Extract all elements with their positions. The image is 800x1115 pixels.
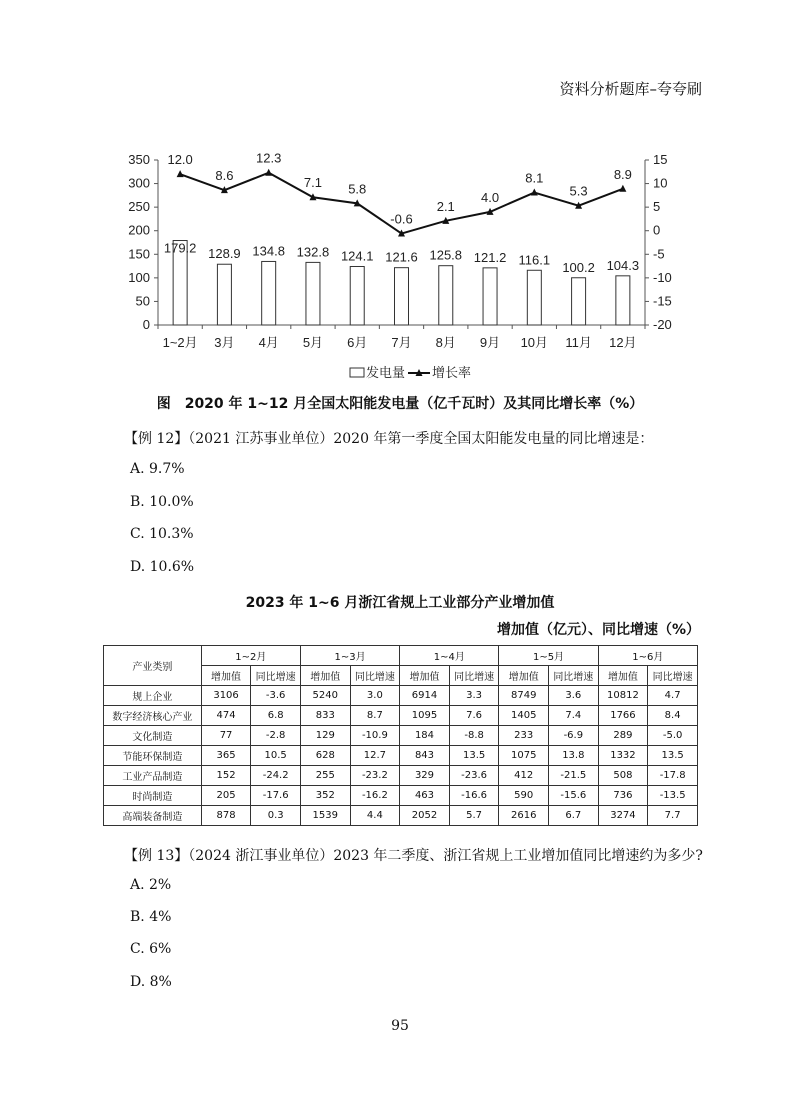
growth-cell: 3.3: [449, 686, 499, 706]
growth-cell: -16.2: [350, 786, 400, 806]
value-cell: 628: [300, 746, 350, 766]
line-data-label: 5.3: [569, 183, 588, 199]
value-cell: 329: [400, 766, 450, 786]
x-axis-tick-label: 1~2月: [162, 335, 198, 350]
bar: [262, 261, 276, 325]
growth-cell: -21.5: [549, 766, 599, 786]
x-axis-tick-label: 8月: [435, 335, 456, 350]
table-header-row: [104, 646, 698, 666]
growth-cell: -10.9: [350, 726, 400, 746]
right-axis-tick-label: 0: [653, 222, 661, 238]
question-12-stem: 【例 12】（2021 江苏事业单位）2020 年第一季度全国太阳能发电量的同比增速是：: [124, 431, 654, 447]
row-label: 时尚制造: [104, 786, 202, 806]
growth-cell: 3.0: [350, 686, 400, 706]
value-cell: 412: [499, 766, 549, 786]
bar: [439, 266, 453, 325]
question-13-option-a: A. 2%: [130, 877, 172, 893]
growth-cell: 7.7: [648, 806, 698, 826]
bar-data-label: 121.2: [473, 249, 507, 265]
growth-cell: 6.7: [549, 806, 599, 826]
value-cell: 508: [598, 766, 648, 786]
value-cell: 833: [300, 706, 350, 726]
row-label: 文化制造: [104, 726, 202, 746]
growth-cell: 4.7: [648, 686, 698, 706]
question-12-option-c: C. 10.3%: [130, 526, 194, 542]
value-cell: 5240: [300, 686, 350, 706]
sub-header-growth: 同比增速: [251, 666, 301, 686]
line-point: [531, 189, 538, 196]
growth-cell: -15.6: [549, 786, 599, 806]
sub-header-value: 增加值: [201, 666, 251, 686]
growth-cell: 7.6: [449, 706, 499, 726]
line-point: [177, 170, 184, 177]
line-point: [265, 169, 272, 176]
growth-cell: -24.2: [251, 766, 301, 786]
left-axis-tick-label: 50: [135, 293, 150, 309]
table-row: [104, 726, 698, 746]
value-cell: 843: [400, 746, 450, 766]
line-data-label: 4.0: [481, 189, 500, 205]
question-13-option-d: D. 8%: [130, 974, 172, 990]
bar-data-label: 100.2: [562, 259, 595, 275]
right-axis-tick-label: -10: [653, 269, 672, 285]
bar: [395, 268, 409, 325]
row-label: 规上企业: [104, 686, 202, 706]
value-cell: 152: [201, 766, 251, 786]
value-cell: 8749: [499, 686, 549, 706]
growth-cell: -23.2: [350, 766, 400, 786]
x-axis-tick-label: 10月: [520, 335, 549, 350]
figure-caption: 图 2020 年 1~12 月全国太阳能发电量（亿千瓦时）及其同比增长率（%）: [156, 396, 644, 412]
row-label: 高端装备制造: [104, 806, 202, 826]
value-cell: 1095: [400, 706, 450, 726]
legend-bar-label: 发电量: [366, 365, 406, 380]
line-data-label: 8.6: [215, 168, 234, 184]
question-13-option-c: C. 6%: [130, 941, 172, 957]
value-cell: 3106: [201, 686, 251, 706]
row-label: 节能环保制造: [104, 746, 202, 766]
sub-header-value: 增加值: [598, 666, 648, 686]
sub-header-growth: 同比增速: [449, 666, 499, 686]
value-cell: 463: [400, 786, 450, 806]
table-row: [104, 766, 698, 786]
line-data-label: 8.9: [613, 166, 632, 182]
value-cell: 1766: [598, 706, 648, 726]
row-label: 数字经济核心产业: [104, 706, 202, 726]
bar: [483, 268, 497, 325]
x-axis-tick-label: 4月: [258, 335, 279, 350]
growth-cell: 12.7: [350, 746, 400, 766]
x-axis-tick-label: 12月: [609, 335, 637, 350]
value-cell: 1075: [499, 746, 549, 766]
table-body: [104, 686, 698, 826]
growth-cell: 13.5: [449, 746, 499, 766]
sub-header-growth: 同比增速: [350, 666, 400, 686]
growth-cell: -17.6: [251, 786, 301, 806]
left-axis-tick-label: 350: [128, 152, 150, 167]
growth-cell: 8.7: [350, 706, 400, 726]
line-data-label: 7.1: [303, 175, 322, 191]
value-cell: 365: [201, 746, 251, 766]
growth-cell: 8.4: [648, 706, 698, 726]
value-cell: 1332: [598, 746, 648, 766]
bar-data-label: 125.8: [429, 247, 463, 263]
left-axis-tick-label: 100: [128, 269, 150, 285]
table-corner-header: 产业类别: [104, 646, 202, 686]
line-data-label: 5.8: [348, 181, 367, 197]
question-12-option-a: A. 9.7%: [130, 461, 185, 477]
left-axis-tick-label: 200: [128, 222, 150, 238]
value-cell: 10812: [598, 686, 648, 706]
bar-data-label: 128.9: [208, 246, 241, 262]
bar-data-label: 132.8: [296, 244, 330, 260]
bar: [350, 266, 364, 325]
growth-cell: 10.5: [251, 746, 301, 766]
period-header: 1~6月: [598, 646, 697, 666]
bar-data-label: 104.3: [606, 257, 640, 273]
value-cell: 184: [400, 726, 450, 746]
value-cell: 474: [201, 706, 251, 726]
sub-header-value: 增加值: [300, 666, 350, 686]
value-cell: 2052: [400, 806, 450, 826]
period-header: 1~4月: [400, 646, 499, 666]
left-axis-tick-label: 150: [128, 246, 150, 262]
legend-bar-swatch: [350, 368, 364, 377]
bar-data-label: 134.8: [252, 243, 285, 259]
table-row: [104, 706, 698, 726]
line-data-label: 12.3: [256, 150, 282, 166]
question-12-option-b: B. 10.0%: [130, 494, 194, 510]
line-data-label: 12.0: [167, 152, 193, 168]
value-cell: 129: [300, 726, 350, 746]
page-header: 资料分析题库–夸夸刷: [559, 80, 702, 98]
value-cell: 3274: [598, 806, 648, 826]
line-data-label: 2.1: [436, 198, 455, 214]
value-cell: 233: [499, 726, 549, 746]
solar-power-chart: [100, 140, 700, 385]
period-header: 1~3月: [300, 646, 399, 666]
bar: [572, 278, 586, 325]
right-axis-tick-label: -15: [653, 293, 672, 309]
growth-cell: -2.8: [251, 726, 301, 746]
value-cell: 590: [499, 786, 549, 806]
right-axis-tick-label: -5: [653, 246, 665, 262]
growth-cell: -6.9: [549, 726, 599, 746]
bar: [527, 270, 541, 325]
sub-header-growth: 同比增速: [648, 666, 698, 686]
growth-cell: 4.4: [350, 806, 400, 826]
row-label: 工业产品制造: [104, 766, 202, 786]
value-cell: 1539: [300, 806, 350, 826]
line-data-label: 8.1: [525, 170, 544, 186]
value-cell: 352: [300, 786, 350, 806]
value-cell: 255: [300, 766, 350, 786]
x-axis-tick-label: 7月: [391, 335, 412, 350]
bar-data-label: 124.1: [340, 248, 374, 264]
question-12-option-d: D. 10.6%: [130, 559, 195, 575]
industry-value-table: [103, 645, 698, 826]
bar: [217, 264, 231, 325]
value-cell: 736: [598, 786, 648, 806]
growth-cell: 5.7: [449, 806, 499, 826]
growth-cell: 6.8: [251, 706, 301, 726]
period-header: 1~5月: [499, 646, 598, 666]
growth-cell: 0.3: [251, 806, 301, 826]
x-axis-tick-label: 11月: [565, 335, 592, 350]
sub-header-value: 增加值: [499, 666, 549, 686]
growth-cell: -3.6: [251, 686, 301, 706]
sub-header-growth: 同比增速: [549, 666, 599, 686]
line-point: [619, 185, 626, 192]
value-cell: 2616: [499, 806, 549, 826]
legend-line-label: 增长率: [432, 365, 472, 380]
table-row: [104, 686, 698, 706]
left-axis-tick-label: 0: [142, 317, 150, 332]
table-row: [104, 786, 698, 806]
growth-cell: -8.8: [449, 726, 499, 746]
bar-data-label: 121.6: [385, 249, 418, 265]
left-axis-tick-label: 300: [128, 175, 150, 191]
right-axis-tick-label: 15: [653, 152, 668, 167]
bar-data-label: 116.1: [518, 252, 551, 268]
left-axis-tick-label: 250: [128, 199, 150, 215]
growth-cell: -17.8: [648, 766, 698, 786]
value-cell: 289: [598, 726, 648, 746]
bar: [616, 276, 630, 325]
x-axis-tick-label: 6月: [347, 335, 368, 350]
right-axis-tick-label: 5: [653, 199, 661, 215]
table-unit: 增加值（亿元）、同比增速（%）: [496, 622, 700, 638]
x-axis-tick-label: 3月: [214, 335, 235, 350]
line-data-label: -0.6: [390, 211, 413, 227]
bar: [306, 262, 320, 325]
period-header: 1~2月: [201, 646, 300, 666]
growth-cell: -5.0: [648, 726, 698, 746]
sub-header-value: 增加值: [400, 666, 450, 686]
right-axis-tick-label: -20: [653, 317, 672, 332]
value-cell: 1405: [499, 706, 549, 726]
value-cell: 205: [201, 786, 251, 806]
bar-data-label: 179.2: [163, 240, 197, 256]
value-cell: 77: [201, 726, 251, 746]
table-row: [104, 806, 698, 826]
page-number: 95: [391, 1018, 409, 1034]
growth-cell: 7.4: [549, 706, 599, 726]
x-axis-tick-label: 5月: [302, 335, 324, 350]
table-row: [104, 746, 698, 766]
growth-cell: 13.5: [648, 746, 698, 766]
question-13-stem: 【例 13】（2024 浙江事业单位）2023 年二季度、浙江省规上工业增加值同比增速约为多少?: [124, 848, 703, 864]
x-axis-tick-label: 9月: [479, 335, 501, 350]
value-cell: 878: [201, 806, 251, 826]
value-cell: 6914: [400, 686, 450, 706]
growth-cell: -13.5: [648, 786, 698, 806]
right-axis-tick-label: 10: [653, 175, 668, 191]
growth-cell: 3.6: [549, 686, 599, 706]
question-13-option-b: B. 4%: [130, 909, 172, 925]
growth-cell: 13.8: [549, 746, 599, 766]
growth-cell: -16.6: [449, 786, 499, 806]
table-title: 2023 年 1~6 月浙江省规上工业部分产业增加值: [245, 595, 555, 611]
growth-cell: -23.6: [449, 766, 499, 786]
